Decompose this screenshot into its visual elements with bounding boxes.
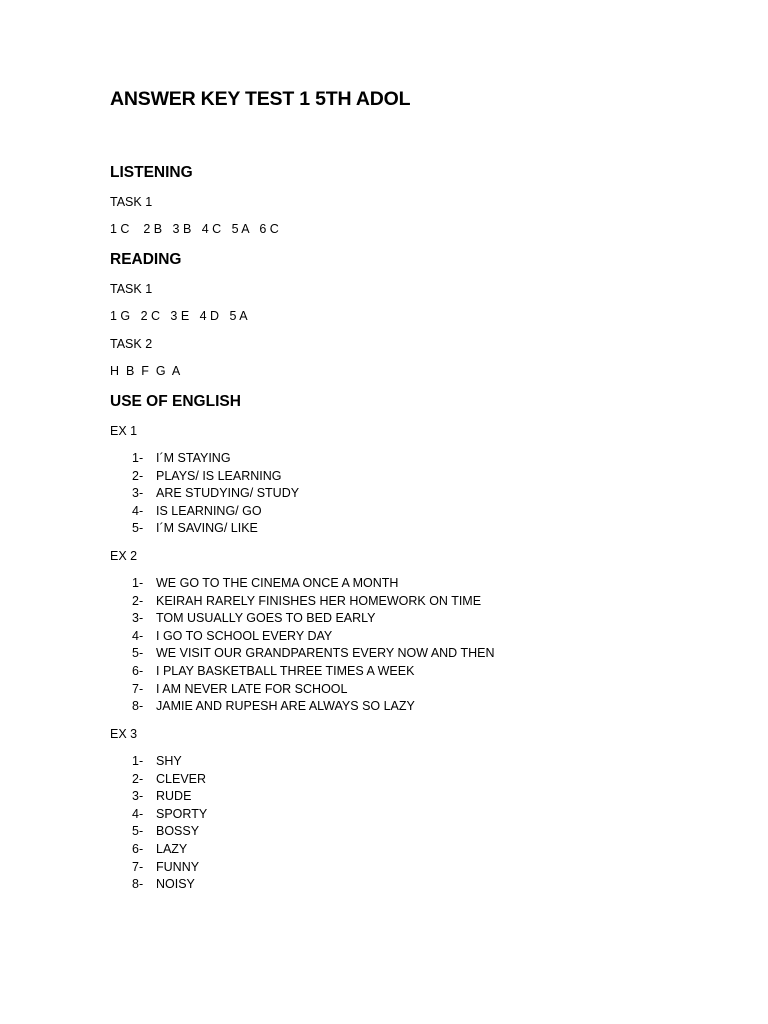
item-text: JAMIE AND RUPESH ARE ALWAYS SO LAZY (156, 699, 415, 714)
item-text: BOSSY (156, 824, 200, 839)
item-text: RUDE (156, 789, 192, 804)
item-text: PLAYS/ IS LEARNING (156, 468, 282, 483)
listening-task1-label: TASK 1 (110, 195, 153, 209)
item-number: 4- (132, 503, 144, 518)
section-heading-listening: LISTENING (110, 164, 193, 181)
ex3-label: EX 3 (110, 727, 138, 741)
item-text: I´M STAYING (156, 451, 231, 465)
item-number: 5- (132, 824, 144, 839)
item-number: 2- (132, 593, 144, 608)
item-text: SHY (156, 754, 182, 768)
item-number: 1- (132, 576, 144, 590)
item-number: 2- (132, 771, 144, 786)
item-number: 1- (132, 754, 144, 768)
item-number: 7- (132, 681, 144, 696)
item-number: 3- (132, 486, 144, 501)
item-number: 5- (132, 646, 144, 661)
item-number: 6- (132, 663, 144, 678)
item-text: KEIRAH RARELY FINISHES HER HOMEWORK ON TIME (156, 593, 482, 608)
item-text: WE GO TO THE CINEMA ONCE A MONTH (156, 576, 399, 590)
item-text: FUNNY (156, 859, 200, 874)
item-number: 5- (132, 521, 144, 536)
ex1-label: EX 1 (110, 424, 138, 438)
item-text: LAZY (156, 841, 188, 856)
item-text: I PLAY BASKETBALL THREE TIMES A WEEK (156, 663, 415, 678)
item-text: SPORTY (156, 806, 208, 821)
item-number: 8- (132, 877, 144, 892)
item-text: ARE STUDYING/ STUDY (156, 486, 300, 501)
item-text: NOISY (156, 877, 195, 892)
item-text: CLEVER (156, 771, 207, 786)
reading-task2-label: TASK 2 (110, 337, 153, 351)
listening-task1-answers: 1 C 2 B 3 B 4 C 5 A 6 C (110, 222, 279, 236)
item-number: 2- (132, 468, 144, 483)
item-number: 1- (132, 451, 144, 465)
section-heading-reading: READING (110, 251, 182, 268)
section-heading-use-of-english: USE OF ENGLISH (110, 393, 241, 410)
item-text: IS LEARNING/ GO (156, 503, 262, 518)
ex2-label: EX 2 (110, 549, 138, 563)
item-number: 7- (132, 859, 144, 874)
item-text: I GO TO SCHOOL EVERY DAY (156, 628, 333, 643)
item-number: 6- (132, 841, 144, 856)
reading-task2-answers: H B F G A (110, 364, 181, 378)
item-number: 3- (132, 789, 144, 804)
item-number: 4- (132, 628, 144, 643)
item-text: TOM USUALLY GOES TO BED EARLY (156, 611, 376, 626)
item-text: I´M SAVING/ LIKE (156, 521, 258, 536)
item-number: 4- (132, 806, 144, 821)
item-text: I AM NEVER LATE FOR SCHOOL (156, 681, 348, 696)
reading-task1-label: TASK 1 (110, 282, 153, 296)
document-title: ANSWER KEY TEST 1 5TH ADOL (110, 88, 411, 110)
reading-task1-answers: 1 G 2 C 3 E 4 D 5 A (110, 309, 248, 323)
item-number: 3- (132, 611, 144, 626)
item-number: 8- (132, 699, 144, 714)
item-text: WE VISIT OUR GRANDPARENTS EVERY NOW AND THEN (156, 646, 495, 661)
